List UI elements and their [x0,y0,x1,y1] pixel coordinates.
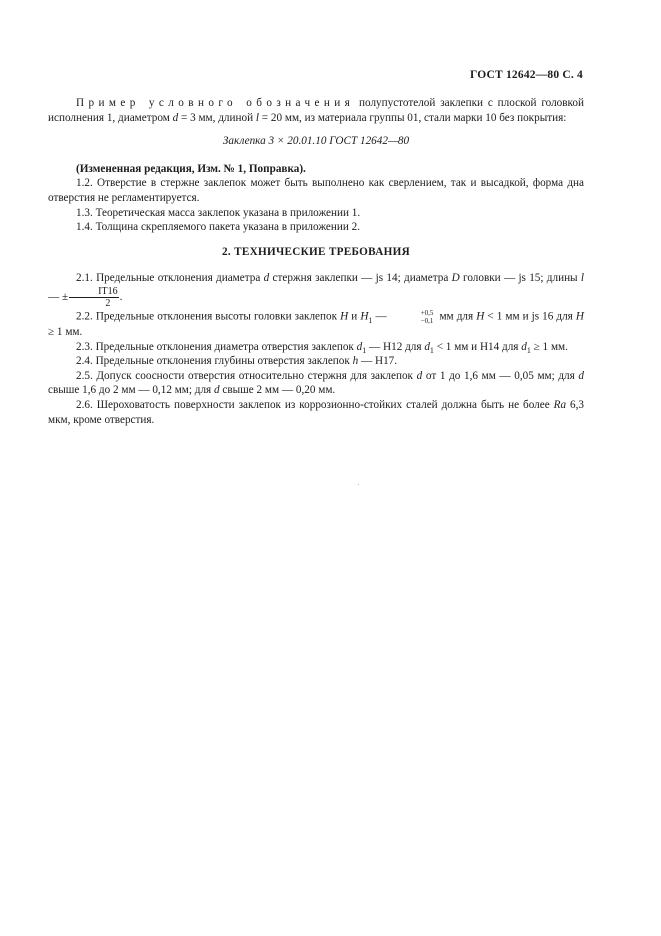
designation-formula: Заклепка 3 × 20.01.10 ГОСТ 12642—80 [222,135,410,148]
fraction: $\frac{IT16}{2}$ [69,286,118,309]
item-1-2: 1.2. Отверстие в стержне заклепок может быть выполнено как сверлением, так и высадкой, форма дна отверстия не регламентируется. [48,177,584,204]
req-2-6: 2.6. Шероховатость поверхности заклепок из коррозионно-стойких сталей должна быть не более Ra 6,3 мкм, кроме отверстия. [48,398,584,426]
tolerance: +0,5 −0,1 [420,308,434,325]
req-2-1: 2.1. Предельные отклонения диаметра d стержня заклепки — js 14; диаметра D головки — js 15; длины l — ± $\frac{IT16}{2}$ . [48,272,584,309]
req-2-5: 2.5. Допуск соосности отверстия относительно стержня для заклепок d от 1 до 1,6 мм — 0,05 мм; для d свыше 1,6 до 2 мм — 0,12 мм; для d свыше 2 мм — 0,20 мм. [48,369,585,397]
page-header: ГОСТ 12642—80 С. 4 [470,69,583,81]
scan-speck [358,484,359,485]
document-body [48,96,584,427]
req-2-4: 2.4. Предельные отклонения глубины отверстия заклепок h — H17. [76,355,398,368]
spaced-lead: Пример условного обозначения [76,97,355,109]
designation-example: Пример условного обозначения полупустотелой заклепки с плоской головкой исполнения 1, диаметром d = 3 мм, длиной l = 20 мм, из материала группы 01, стали марки 10 без покрытия: [48,97,584,124]
section-title: 2. ТЕХНИЧЕСКИЕ ТРЕБОВАНИЯ [221,245,411,258]
req-2-2: 2.2. Предельные отклонения высоты головки заклепок H и $H_1$ — +0,5 −0,1 мм для H < 1 мм и js 16 для H ≥ 1 мм. [48,308,584,338]
item-1-4: 1.4. Толщина скрепляемого пакета указана в приложении 2. [76,221,361,234]
edition-note: (Измененная редакция, Изм. № 1, Поправка). [76,162,306,175]
item-1-3: 1.3. Теоретическая масса заклепок указана в приложении 1. [76,206,361,219]
req-2-3: 2.3. Предельные отклонения диаметра отверстия заклепок $d_1$ — H12 для $d_1 < 1$ мм и H14 для $d_1 \ge 1$ мм. [76,340,568,355]
